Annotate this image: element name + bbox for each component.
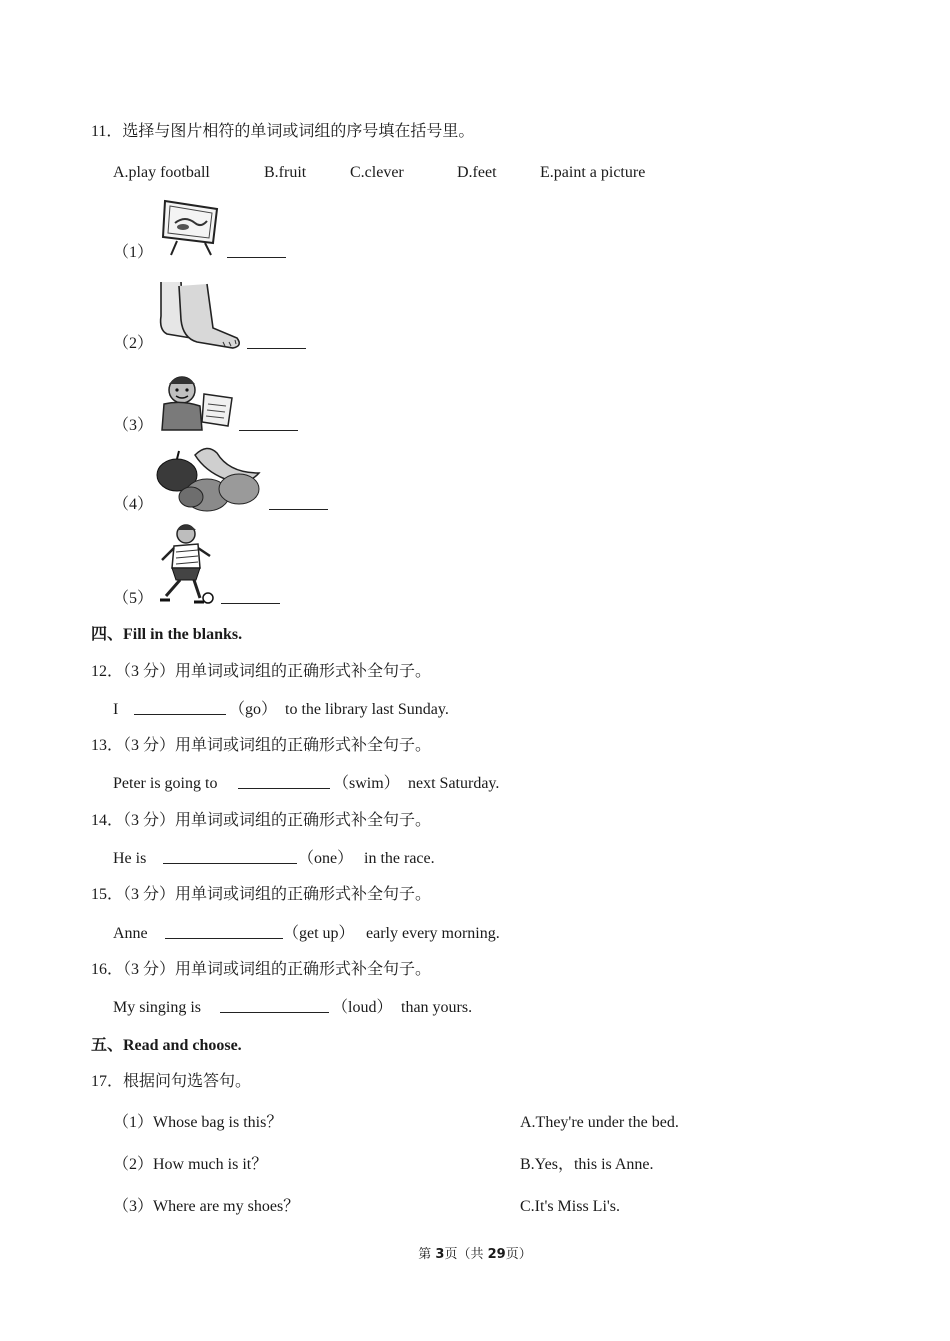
- q13-after: next Saturday.: [408, 775, 500, 792]
- q11-item-5-label: （5）: [113, 590, 154, 607]
- q16-blank[interactable]: [220, 998, 329, 1019]
- q17-question-3: （3）Where are my shoes？: [113, 1198, 300, 1215]
- q11-item-4-blank[interactable]: [269, 495, 328, 516]
- football-player-icon: [156, 522, 214, 606]
- fruit-icon: [155, 443, 263, 513]
- q11-item-2-label: （2）: [113, 335, 154, 352]
- q11-title: 11．选择与图片相符的单词或词组的序号填在括号里。: [91, 123, 475, 140]
- q17-stem: 17．根据问句选答句。: [91, 1073, 252, 1090]
- footer-prefix: 第: [418, 1247, 436, 1262]
- q11-item-1-label: （1）: [113, 244, 154, 261]
- q17-answer-a: A.They're under the bed.: [520, 1114, 679, 1131]
- footer-total-pages: 29: [487, 1247, 506, 1262]
- q15-stem: 15．（3 分）用单词或词组的正确形式补全句子。: [91, 886, 432, 903]
- q12-before: I: [113, 701, 119, 718]
- footer-suffix: 页）: [505, 1247, 532, 1262]
- clever-boy-icon: [154, 372, 238, 432]
- q11-item-1-blank[interactable]: [227, 243, 286, 264]
- q13-stem: 13．（3 分）用单词或词组的正确形式补全句子。: [91, 737, 432, 754]
- q11-option-e: E.paint a picture: [540, 164, 646, 181]
- q11-option-c: C.clever: [350, 164, 404, 181]
- q15-blank[interactable]: [165, 924, 283, 945]
- q13-blank[interactable]: [238, 774, 330, 795]
- footer-middle: 页（共: [444, 1247, 488, 1262]
- q12-blank[interactable]: [134, 700, 226, 721]
- q16-after: than yours.: [401, 999, 473, 1016]
- q14-blank[interactable]: [163, 849, 297, 870]
- q11-option-a: A.play football: [113, 164, 210, 181]
- q15-hint: （get up）: [283, 925, 355, 942]
- q17-answer-b: B.Yes，this is Anne.: [520, 1156, 654, 1173]
- section-5-title: 五、Read and choose.: [91, 1037, 242, 1054]
- q15-before: Anne: [113, 925, 148, 942]
- q14-stem: 14．（3 分）用单词或词组的正确形式补全句子。: [91, 812, 432, 829]
- q12-hint: （go）: [229, 701, 278, 718]
- q15-after: early every morning.: [366, 925, 500, 942]
- q12-stem: 12．（3 分）用单词或词组的正确形式补全句子。: [91, 663, 432, 680]
- q12-after: to the library last Sunday.: [285, 701, 449, 718]
- feet-icon: [153, 280, 243, 352]
- q17-question-1: （1）Whose bag is this？: [113, 1114, 283, 1131]
- q11-item-2-blank[interactable]: [247, 334, 306, 355]
- q11-item-3-blank[interactable]: [239, 416, 298, 437]
- q13-before: Peter is going to: [113, 775, 218, 792]
- page-footer: [0, 1245, 950, 1265]
- q14-after: in the race.: [364, 850, 435, 867]
- footer-page-number: 3: [435, 1247, 445, 1262]
- q11-item-5-blank[interactable]: [221, 589, 280, 610]
- q16-stem: 16．（3 分）用单词或词组的正确形式补全句子。: [91, 961, 432, 978]
- q17-question-2: （2）How much is it？: [113, 1156, 268, 1173]
- q16-before: My singing is: [113, 999, 202, 1016]
- q14-before: He is: [113, 850, 147, 867]
- q11-item-4-label: （4）: [113, 496, 154, 513]
- q11-option-b: B.fruit: [264, 164, 307, 181]
- q16-hint: （loud）: [332, 999, 393, 1016]
- q11-option-d: D.feet: [457, 164, 497, 181]
- section-4-title: 四、Fill in the blanks.: [91, 626, 243, 643]
- picture-board-icon: [157, 195, 223, 257]
- q11-item-3-label: （3）: [113, 417, 154, 434]
- q14-hint: （one）: [298, 850, 354, 867]
- q13-hint: （swim）: [333, 775, 400, 792]
- q17-answer-c: C.It's Miss Li's.: [520, 1198, 621, 1215]
